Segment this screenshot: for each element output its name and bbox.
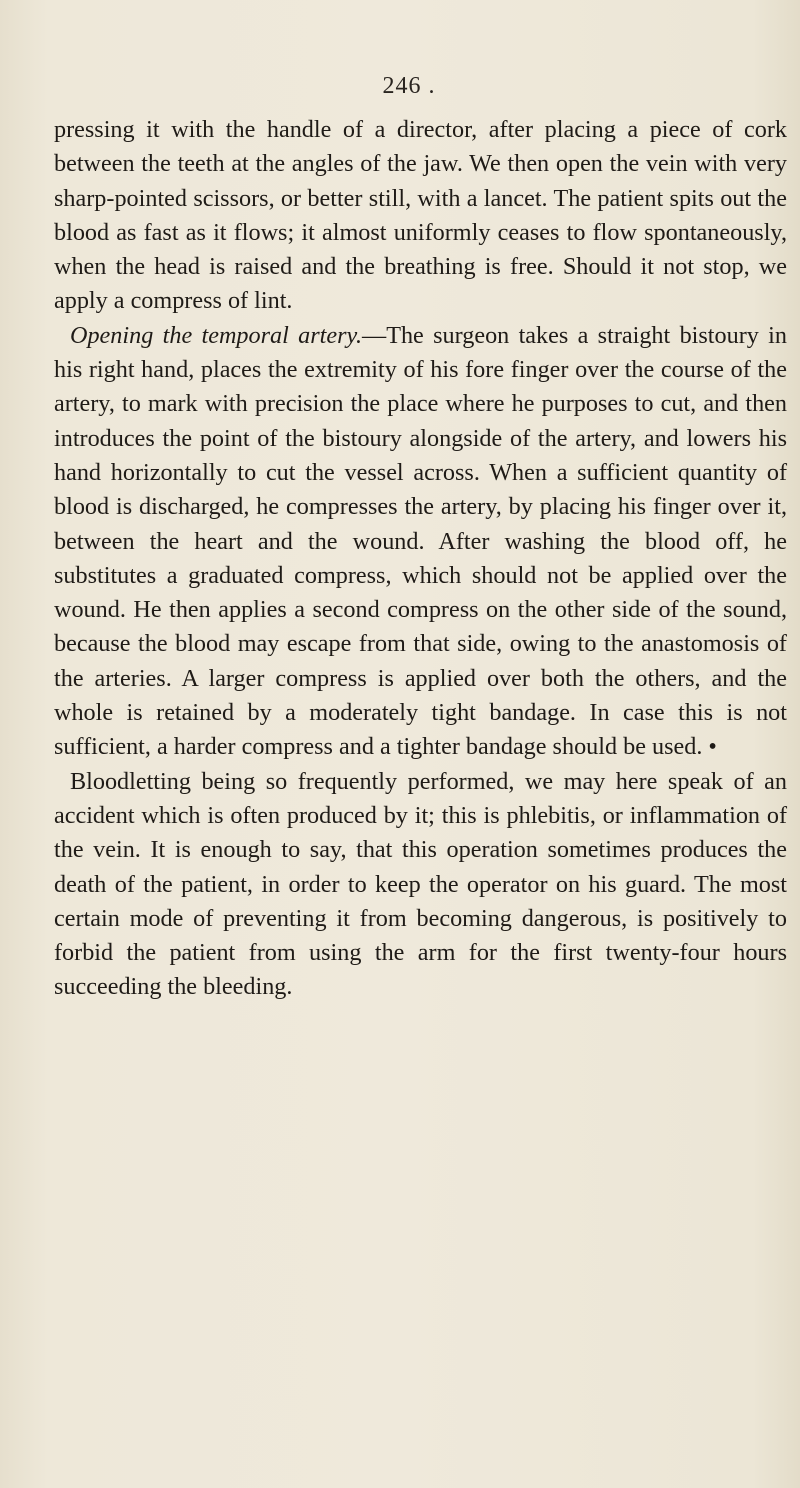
paragraph-blood-letting-jugular xyxy=(54,113,787,319)
paragraph-text: pressing it with the handle of a director, after placing a piece of cork between the teeth at the angles of the jaw. We then open the vein with very sharp-pointed scissors, or better still, with a lancet. The patient spits out the blood as fast as it flows; it almost uniformly ceases to flow spontaneously, when the head is raised and the breathing is free. Should it not stop, we apply a compress of lint. xyxy=(54,116,787,315)
page-text xyxy=(54,113,787,1005)
paragraph-text: —The surgeon takes a straight bistoury in his right hand, places the extremity of his fore finger over the course of the artery, to mark with precision the place where he purposes to cut, and then introduces the point of the bistoury alongside of the artery, and lowers his hand horizontally to cut the vessel across. When a sufficient quantity of blood is discharged, he compresses the artery, by placing his finger over it, between the heart and the wound. After washing the blood off, he substitutes a graduated compress, which should not be applied over the wound. He then applies a second compress on the other side of the sound, because the blood may escape from that side, owing to the anastomosis of the arteries. A larger compress is applied over both the others, and the whole is retained by a moderately tight bandage. In case this is not sufficient, a harder compress and a tighter bandage should be used. • xyxy=(54,321,787,761)
page-number: 246 . xyxy=(382,73,436,99)
paragraph-text: Bloodletting being so frequently performed, we may here speak of an accident which is often produced by it; this is phlebitis, or inflammation of the vein. It is enough to say, that this operation sometimes produces the death of the patient, in order to keep the operator on his guard. The most certain mode of preventing it from becoming dangerous, is positively to forbid the patient from using the arm for the first twenty-four hours succeeding the bleeding. xyxy=(54,767,787,1001)
paragraph-phlebitis xyxy=(54,765,787,1005)
section-heading: Opening the temporal artery. xyxy=(70,321,362,349)
paragraph-temporal-artery xyxy=(54,319,787,765)
